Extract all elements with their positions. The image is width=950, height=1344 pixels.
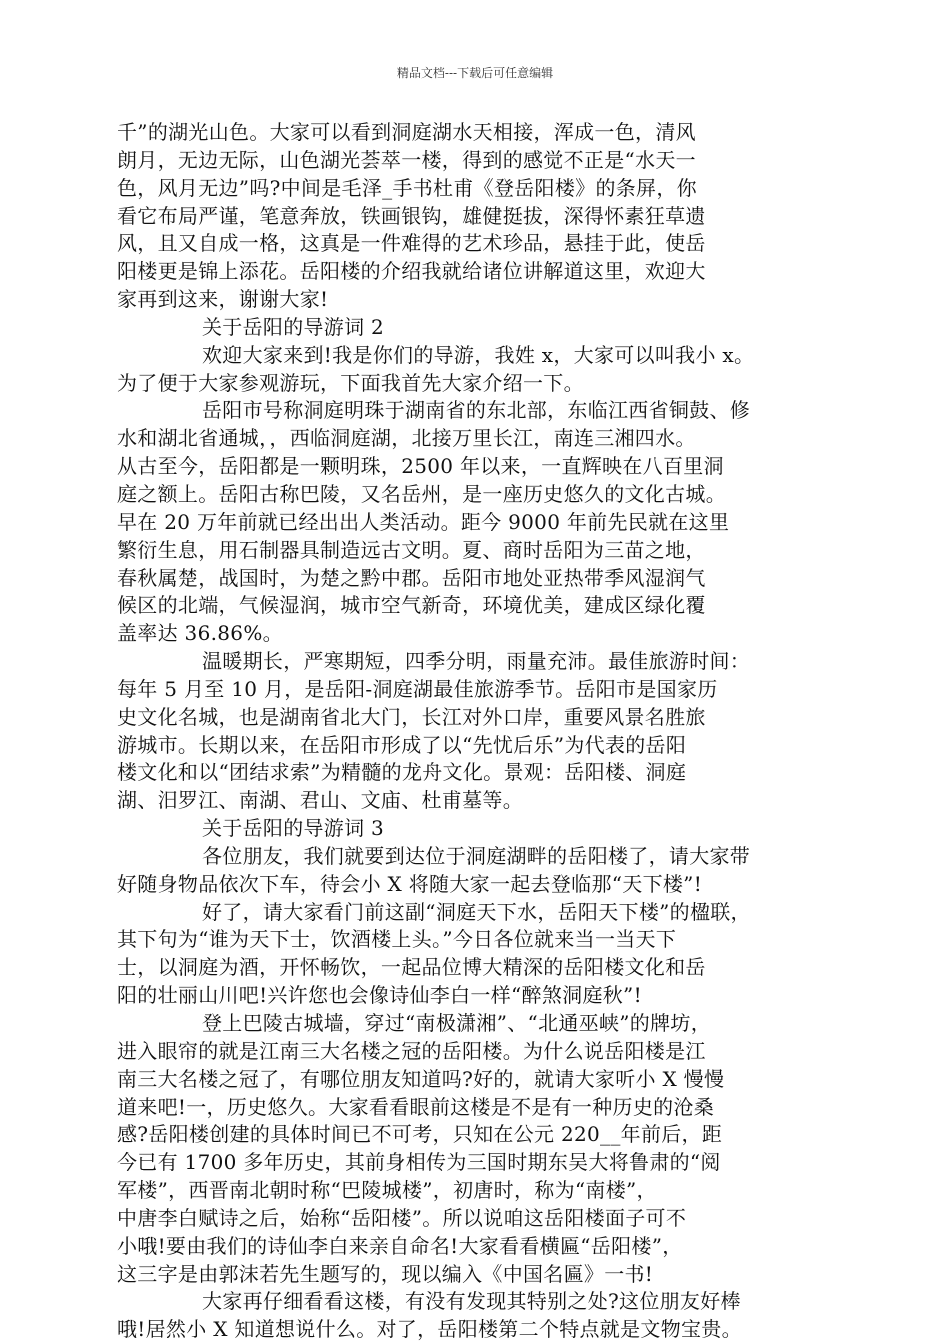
text-line: 朗月，无边无际，山色湖光荟萃一楼，得到的感觉不正是“水天一 xyxy=(117,147,696,172)
text-line: 这三字是由郭沫若先生题写的，现以编入《中国名匾》一书! xyxy=(117,1261,654,1286)
text-line: 进入眼帘的就是江南三大名楼之冠的岳阳楼。为什么说岳阳楼是江 xyxy=(117,1038,706,1063)
text-line: 南三大名楼之冠了，有哪位朋友知道吗?好的，就请大家听小 X 慢慢 xyxy=(117,1066,725,1091)
document-body xyxy=(117,119,834,1344)
text-line: 关于岳阳的导游词 3 xyxy=(202,816,385,841)
text-line: 色，风月无边”吗?中间是毛泽_手书杜甫《登岳阳楼》的条屏，你 xyxy=(117,175,697,200)
text-line: 游城市。长期以来，在岳阳市形成了以“先忧后乐”为代表的岳阳 xyxy=(117,732,687,757)
text-line: 各位朋友，我们就要到达位于洞庭湖畔的岳阳楼了，请大家带 xyxy=(202,843,751,868)
text-line: 每年 5 月至 10 月，是岳阳-洞庭湖最佳旅游季节。岳阳市是国家历 xyxy=(117,676,718,701)
text-line: 阳的壮丽山川吧!兴许您也会像诗仙李白一样“醉煞洞庭秋”! xyxy=(117,983,642,1008)
text-line: 中唐李白赋诗之后，始称“岳阳楼”。所以说咱这岳阳楼面子可不 xyxy=(117,1205,687,1230)
text-line: 小哦!要由我们的诗仙李白来亲自命名!大家看看横匾“岳阳楼”， xyxy=(117,1233,683,1258)
text-line: 大家再仔细看看这楼，有没有发现其特别之处?这位朋友好棒 xyxy=(202,1289,741,1314)
text-line: 楼文化和以“团结求索”为精髓的龙舟文化。景观：岳阳楼、洞庭 xyxy=(117,760,687,785)
text-line: 温暖期长，严寒期短，四季分明，雨量充沛。最佳旅游时间： xyxy=(202,649,751,674)
text-line: 看它布局严谨，笔意奔放，铁画银钩，雄健挺拔，深得怀素狂草遗 xyxy=(117,203,706,228)
text-line: 感?岳阳楼创建的具体时间已不可考，只知在公元 220__年前后，距 xyxy=(117,1122,723,1147)
text-line: 好随身物品依次下车，待会小 X 将随大家一起去登临那“天下楼”! xyxy=(117,871,703,896)
text-line: 史文化名城，也是湖南省北大门，长江对外口岸，重要风景名胜旅 xyxy=(117,704,706,729)
text-line: 盖率达 36.86%。 xyxy=(117,621,283,646)
text-line: 从古至今，岳阳都是一颗明珠，2500 年以来，一直辉映在八百里洞 xyxy=(117,454,724,479)
text-line: 繁衍生息，用石制器具制造远古文明。夏、商时岳阳为三苗之地， xyxy=(117,537,706,562)
text-line: 家再到这来，谢谢大家! xyxy=(117,287,329,312)
text-line: 岳阳市号称洞庭明珠于湖南省的东北部，东临江西省铜鼓、修 xyxy=(202,398,751,423)
text-line: 早在 20 万年前就已经出出人类活动。距今 9000 年前先民就在这里 xyxy=(117,509,730,534)
text-line: 道来吧!一，历史悠久。大家看看眼前这楼是不是有一种历史的沧桑 xyxy=(117,1094,715,1119)
text-line: 其下句为“谁为天下士，饮酒楼上头。”今日各位就来当一当天下 xyxy=(117,927,677,952)
text-line: 千”的湖光山色。大家可以看到洞庭湖水天相接，浑成一色，清风 xyxy=(117,120,696,144)
text-line: 军楼”，西晋南北朝时称“巴陵城楼”，初唐时，称为“南楼”， xyxy=(117,1178,657,1203)
text-line: 风，且又自成一格，这真是一件难得的艺术珍品，悬挂于此，使岳 xyxy=(117,231,706,256)
text-line: 哦!居然小 X 知道想说什么。对了，岳阳楼第二个特点就是文物宝贵。 xyxy=(117,1317,742,1342)
text-line: 登上巴陵古城墙，穿过“南极潇湘”、“北通巫峡”的牌坊， xyxy=(202,1011,711,1035)
text-line: 湖、汨罗江、南湖、君山、文庙、杜甫墓等。 xyxy=(117,788,523,813)
text-line: 春秋属楚，战国时，为楚之黔中郡。岳阳市地处亚热带季风湿润气 xyxy=(117,565,706,590)
text-line: 今已有 1700 多年历史，其前身相传为三国时期东吴大将鲁肃的“阅 xyxy=(117,1150,721,1175)
text-line: 关于岳阳的导游词 2 xyxy=(202,314,385,339)
text-line: 士，以洞庭为酒，开怀畅饮，一起品位博大精深的岳阳楼文化和岳 xyxy=(117,955,706,980)
text-line: 好了，请大家看门前这副“洞庭天下水，岳阳天下楼”的楹联， xyxy=(202,899,751,924)
text-line: 欢迎大家来到!我是你们的导游，我姓 x，大家可以叫我小 x。 xyxy=(202,342,755,367)
text-line: 为了便于大家参观游玩，下面我首先大家介绍一下。 xyxy=(117,370,584,395)
page-header: 精品文档---下载后可任意编辑 xyxy=(396,66,554,80)
text-line: 阳楼更是锦上添花。岳阳楼的介绍我就给诸位讲解道这里，欢迎大 xyxy=(117,259,706,284)
text-line: 候区的北端，气候湿润，城市空气新奇，环境优美，建成区绿化覆 xyxy=(117,593,706,618)
text-line: 庭之额上。岳阳古称巴陵，又名岳州，是一座历史悠久的文化古城。 xyxy=(117,481,726,506)
text-line: 水和湖北省通城，，西临洞庭湖，北接万里长江，南连三湘四水。 xyxy=(117,426,696,451)
